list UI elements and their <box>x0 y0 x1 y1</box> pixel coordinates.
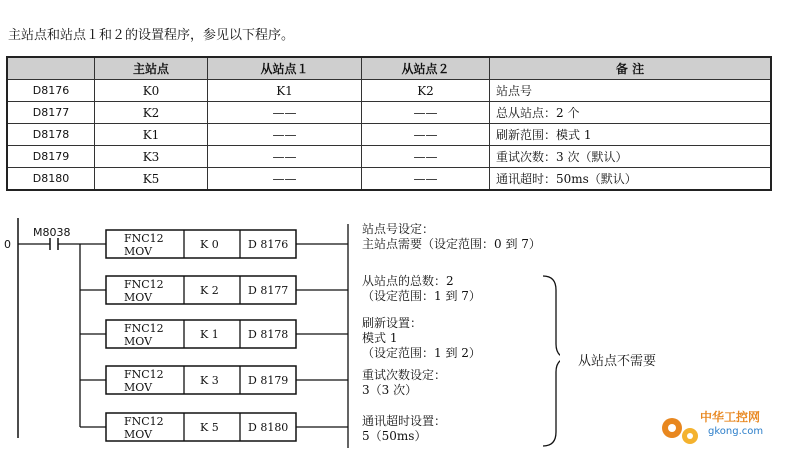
cell-note: 总从站点：2 个 <box>490 102 772 124</box>
mov-block <box>106 413 296 441</box>
cell-note: 通讯超时：50ms（默认） <box>490 168 772 191</box>
group-brace <box>543 276 560 446</box>
op-label: MOV <box>124 335 153 348</box>
mov-block <box>106 276 296 304</box>
dst-operand: D 8180 <box>248 421 289 434</box>
cell-slave1: —— <box>208 168 362 191</box>
cell-slave2: —— <box>362 146 490 168</box>
rung-comment: 从站点的总数：2 （设定范围：1 到 7） <box>362 274 481 303</box>
cell-master: K2 <box>95 102 208 124</box>
cell-register: D8179 <box>7 146 95 168</box>
intro-text: 主站点和站点１和２的设置程序，参见以下程序。 <box>8 28 295 43</box>
watermark-title: 中华工控网 <box>700 410 761 424</box>
src-operand: K 5 <box>200 421 219 434</box>
dst-operand: D 8176 <box>248 238 289 251</box>
header-master: 主站点 <box>95 57 208 80</box>
cell-slave2: —— <box>362 102 490 124</box>
src-operand: K 0 <box>200 238 219 251</box>
rung-comment: 重试次数设定： 3（3 次） <box>362 368 447 397</box>
cell-slave2: K2 <box>362 80 490 102</box>
mov-block <box>106 230 296 258</box>
dst-operand: D 8178 <box>248 328 289 341</box>
rung-comment: 站点号设定： 主站点需要（设定范围：0 到 7） <box>362 222 541 251</box>
cell-slave1: —— <box>208 102 362 124</box>
settings-table <box>6 56 772 191</box>
table-row <box>7 80 771 102</box>
table-row <box>7 168 771 191</box>
src-operand: K 1 <box>200 328 219 341</box>
header-slave1: 从站点１ <box>208 57 362 80</box>
contact-label: M8038 <box>33 226 71 239</box>
cell-register: D8176 <box>7 80 95 102</box>
op-label: MOV <box>124 428 153 441</box>
rung-comment: 刷新设置： 模式 1 （设定范围：1 到 2） <box>362 316 481 360</box>
cell-note: 站点号 <box>490 80 772 102</box>
fnc-label: FNC12 <box>124 415 164 428</box>
cell-register: D8180 <box>7 168 95 191</box>
src-operand: K 3 <box>200 374 219 387</box>
watermark-url: gkong.com <box>708 426 764 437</box>
cell-master: K0 <box>95 80 208 102</box>
table-row <box>7 146 771 168</box>
table-header-row <box>7 57 771 80</box>
cell-slave2: —— <box>362 124 490 146</box>
fnc-label: FNC12 <box>124 232 164 245</box>
cell-slave1: —— <box>208 146 362 168</box>
step-number: 0 <box>4 238 11 251</box>
header-register <box>7 57 95 80</box>
cell-note: 刷新范围：模式 1 <box>490 124 772 146</box>
mov-block <box>106 320 296 348</box>
brace-note: 从站点不需要 <box>578 354 657 369</box>
cell-slave1: —— <box>208 124 362 146</box>
cell-master: K5 <box>95 168 208 191</box>
src-operand: K 2 <box>200 284 219 297</box>
table-row <box>7 102 771 124</box>
dst-operand: D 8179 <box>248 374 289 387</box>
op-label: MOV <box>124 291 153 304</box>
op-label: MOV <box>124 381 153 394</box>
table-row <box>7 124 771 146</box>
mov-block <box>106 366 296 394</box>
cell-slave2: —— <box>362 168 490 191</box>
cell-slave1: K1 <box>208 80 362 102</box>
cell-note: 重试次数：3 次（默认） <box>490 146 772 168</box>
header-note: 备 注 <box>490 57 772 80</box>
op-label: MOV <box>124 245 153 258</box>
cell-master: K3 <box>95 146 208 168</box>
dst-operand: D 8177 <box>248 284 289 297</box>
gear-icon <box>662 418 698 444</box>
fnc-label: FNC12 <box>124 278 164 291</box>
cell-register: D8178 <box>7 124 95 146</box>
fnc-label: FNC12 <box>124 322 164 335</box>
fnc-label: FNC12 <box>124 368 164 381</box>
cell-register: D8177 <box>7 102 95 124</box>
cell-master: K1 <box>95 124 208 146</box>
header-slave2: 从站点２ <box>362 57 490 80</box>
rung-comment: 通讯超时设置： 5（50ms） <box>362 414 447 443</box>
